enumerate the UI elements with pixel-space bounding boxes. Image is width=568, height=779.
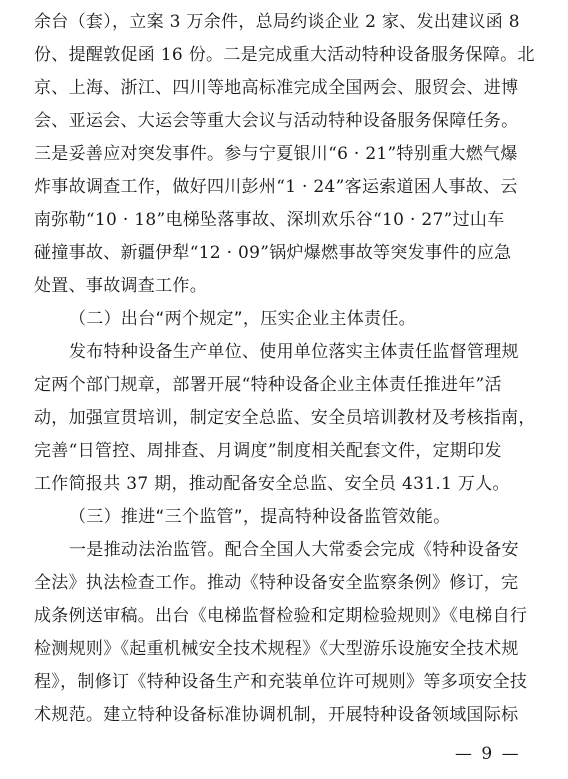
- body-line: 检测规则》《起重机械安全技术规程》《大型游乐设施安全技术规: [34, 639, 519, 659]
- body-line: 余台（套），立案 3 万余件，总局约谈企业 2 家、发出建议函 8: [34, 12, 520, 32]
- paragraph-start-line: 一是推动法治监管。配合全国人大常委会完成《特种设备安: [69, 540, 519, 560]
- section-heading: （三）推进“三个监管”，提高特种设备监管效能。: [69, 507, 451, 527]
- body-line: 程》，制修订《特种设备生产和充装单位许可规则》等多项安全技: [34, 672, 528, 692]
- body-line: 术规范。建立特种设备标准协调机制，开展特种设备领域国际标: [34, 705, 519, 725]
- body-line: 全法》执法检查工作。推动《特种设备安全监察条例》修订，完: [34, 573, 519, 593]
- body-line: 处置、事故调查工作。: [34, 276, 207, 296]
- body-line: 完善“日管控、周排查、月调度”制度相关配套文件，定期印发: [34, 441, 502, 461]
- section-heading: （二）出台“两个规定”，压实企业主体责任。: [69, 309, 416, 329]
- body-line: 炸事故调查工作，做好四川彭州“1 · 24”客运索道困人事故、云: [34, 177, 518, 197]
- body-line: 份、提醒敦促函 16 份。二是完成重大活动特种设备服务保障。北: [34, 45, 535, 65]
- document-body: [34, 6, 539, 732]
- body-line: 三是妥善应对突发事件。参与宁夏银川“6 · 21”特别重大燃气爆: [34, 144, 518, 164]
- body-line: 会、亚运会、大运会等重大会议与活动特种设备服务保障任务。: [34, 111, 519, 131]
- paragraph-start-line: 发布特种设备生产单位、使用单位落实主体责任监督管理规: [69, 342, 519, 362]
- body-line: 工作简报共 37 期，推动配备安全总监、安全员 431.1 万人。: [34, 474, 510, 494]
- body-line: 京、上海、浙江、四川等地高标准完成全国两会、服贸会、进博: [34, 78, 519, 98]
- body-line: 定两个部门规章，部署开展“特种设备企业主体责任推进年”活: [34, 375, 502, 395]
- body-line: 动，加强宣贯培训，制定安全总监、安全员培训教材及考核指南，: [34, 408, 536, 428]
- body-line: 南弥勒“10 · 18”电梯坠落事故、深圳欢乐谷“10 · 27”过山车: [34, 210, 505, 230]
- body-line: 碰撞事故、新疆伊犁“12 · 09”锅炉爆燃事故等突发事件的应急: [34, 243, 512, 263]
- page-number: — 9 —: [455, 744, 521, 764]
- body-line: 成条例送审稿。出台《电梯监督检验和定期检验规则》《电梯自行: [34, 606, 528, 626]
